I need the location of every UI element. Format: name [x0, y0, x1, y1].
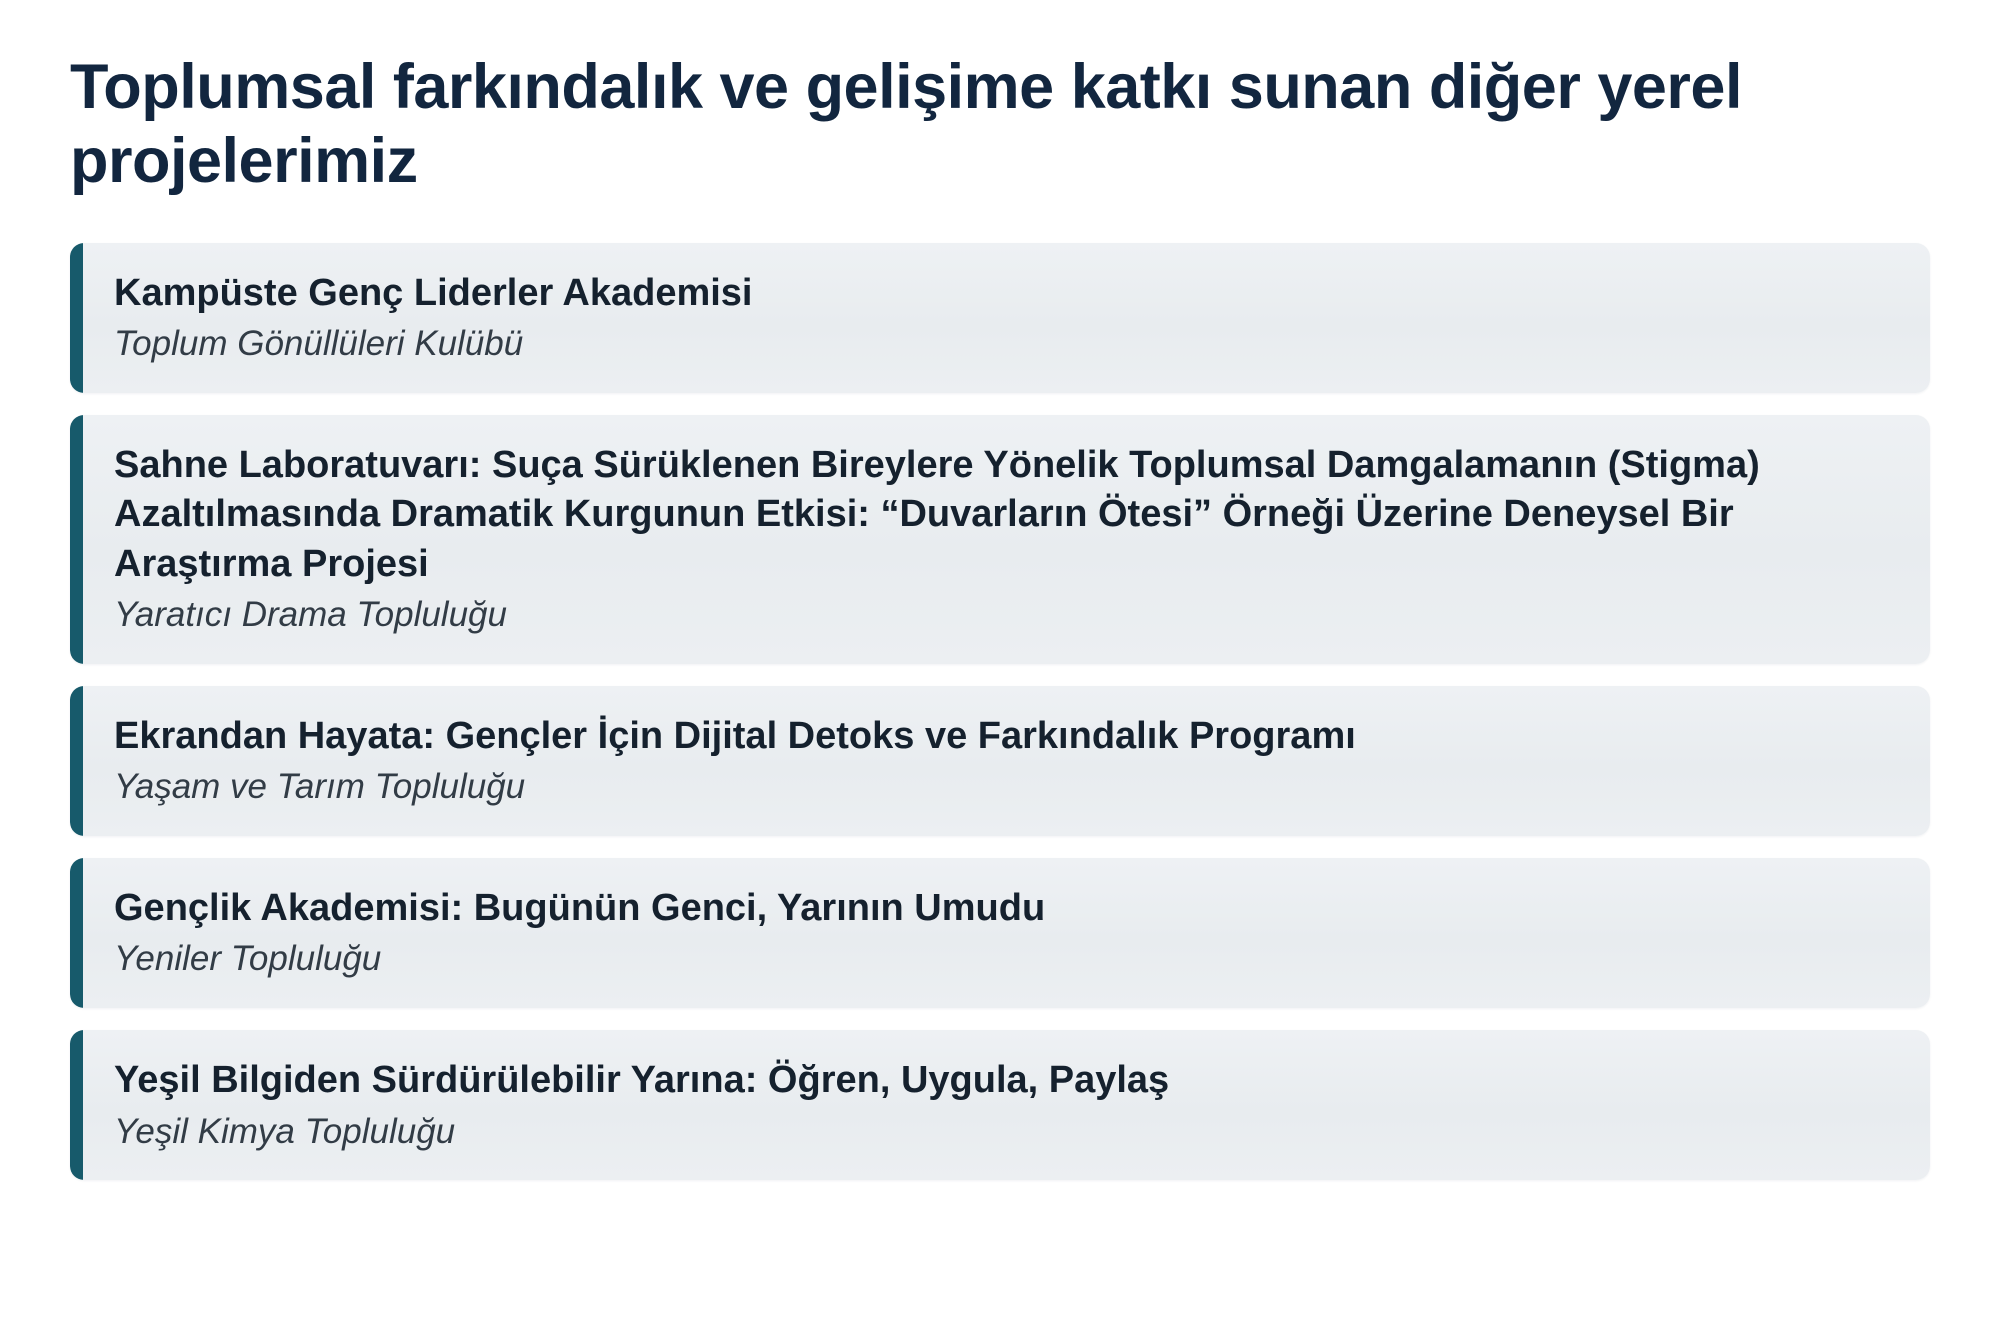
list-item	[70, 686, 1930, 836]
project-title: Gençlik Akademisi: Bugünün Genci, Yarının Umudu	[114, 887, 1046, 929]
list-item	[70, 1030, 1930, 1180]
page-title: Toplumsal farkındalık ve gelişime katkı sunan diğer yerel projelerimiz	[70, 52, 1742, 197]
list-item	[70, 415, 1930, 664]
list-item	[70, 243, 1930, 393]
list-item	[70, 858, 1930, 1008]
project-title: Yeşil Bilgiden Sürdürülebilir Yarına: Öğren, Uygula, Paylaş	[114, 1059, 1170, 1102]
project-club: Yeniler Topluluğu	[114, 939, 382, 979]
project-club: Yaratıcı Drama Topluluğu	[114, 595, 507, 635]
project-title: Sahne Laboratuvarı: Suça Sürüklenen Bireylere Yönelik Toplumsal Damgalamanın (Stigma) Azaltılmasında Dramatik Kurgunun Etkisi: “Duvarların Ötesi” Örneği Üzerine Deneysel Bir Araştırma Projesi	[114, 443, 1760, 585]
project-title: Ekrandan Hayata: Gençler İçin Dijital Detoks ve Farkındalık Programı	[114, 714, 1356, 757]
project-title: Kampüste Genç Liderler Akademisi	[114, 271, 753, 314]
project-club: Yaşam ve Tarım Topluluğu	[114, 767, 526, 807]
project-list	[70, 243, 1930, 1181]
project-club: Toplum Gönüllüleri Kulübü	[114, 324, 524, 364]
project-club: Yeşil Kimya Topluluğu	[114, 1111, 456, 1151]
